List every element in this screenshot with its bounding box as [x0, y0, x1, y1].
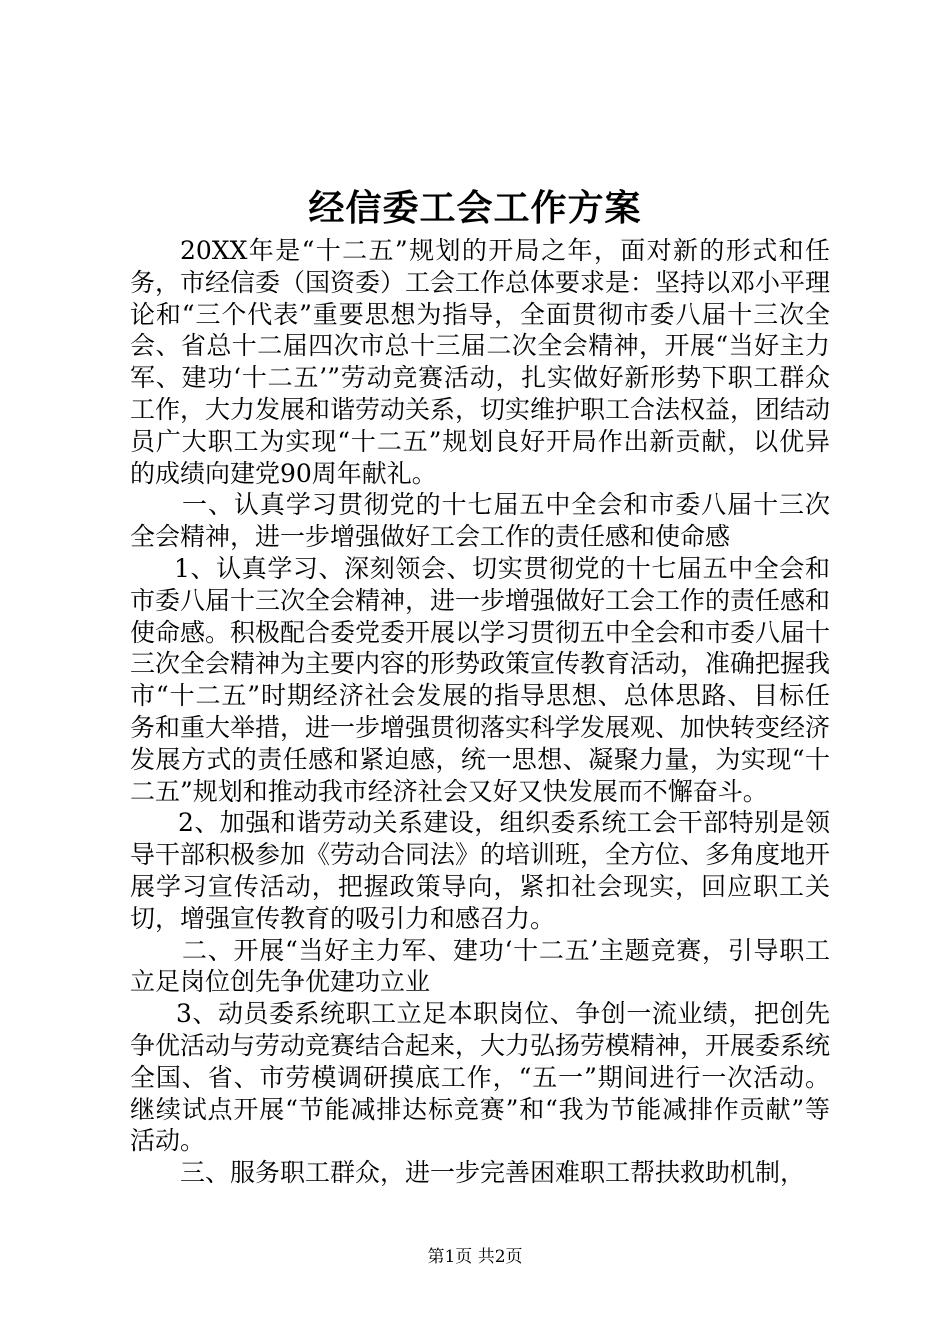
- document-body: [130, 235, 830, 1189]
- page-footer: 第1页 共2页: [427, 1247, 523, 1267]
- document-title: 经信委工会工作方案: [308, 187, 642, 229]
- section-heading-3: 三、服务职工群众，进一步完善困难职工帮扶救助机制，: [180, 1158, 806, 1188]
- paragraph-item-1: 1、认真学习、深刻领会、切实贯彻党的十七届五中全会和市委八届十三次全会精神，进一步增强做好工会工作的责任感和使命感。积极配合委党委开展以学习贯彻五中全会和市委八届十三次全会精神为主要内容的形势政策宣传教育活动，准确把握我市“十二五”时期经济社会发展的指导思想、总体思路、目标任务和重大举措，进一步增强贯彻落实科学发展观、加快转变经济发展方式的责任感和紧迫感，统一思想、凝聚力量，为实现“十二五”规划和推动我市经济社会又好又快发展而不懈奋斗。: [130, 553, 831, 806]
- section-heading-2: 二、开展“当好主力军、建功‘十二五’主题竞赛，引导职工立足岗位创先争优建功立业: [130, 935, 830, 997]
- paragraph-item-2: 2、加强和谐劳动关系建设，组织委系统工会干部特别是领导干部积极参加《劳动合同法》的培训班，全方位、多角度地开展学习宣传活动，把握政策导向，紧扣社会现实，回应职工关切，增强宣传教育的吸引力和感召力。: [130, 808, 831, 933]
- section-heading-1: 一、认真学习贯彻党的十七届五中全会和市委八届十三次全会精神，进一步增强做好工会工作的责任感和使命感: [130, 490, 830, 552]
- paragraph-item-3: 3、动员委系统职工立足本职岗位、争创一流业绩，把创先争优活动与劳动竞赛结合起来，大力弘扬劳模精神，开展委系统全国、省、市劳模调研摸底工作，“五一”期间进行一次活动。继续试点开展“节能减排达标竞赛”和“我为节能减排作贡献”等活动。: [130, 999, 831, 1156]
- paragraph-intro: 20XX年是“十二五”规划的开局之年，面对新的形式和任务，市经信委（国资委）工会工作总体要求是：坚持以邓小平理论和“三个代表”重要思想为指导，全面贯彻市委八届十三次全会、省总十二届四次市总十三届二次全会精神，开展“当好主力军、建功‘十二五’”劳动竞赛活动，扎实做好新形势下职工群众工作，大力发展和谐劳动关系，切实维护职工合法权益，团结动员广大职工为实现“十二五”规划良好开局作出新贡献，以优异的成绩向建党90周年献礼。: [130, 236, 831, 488]
